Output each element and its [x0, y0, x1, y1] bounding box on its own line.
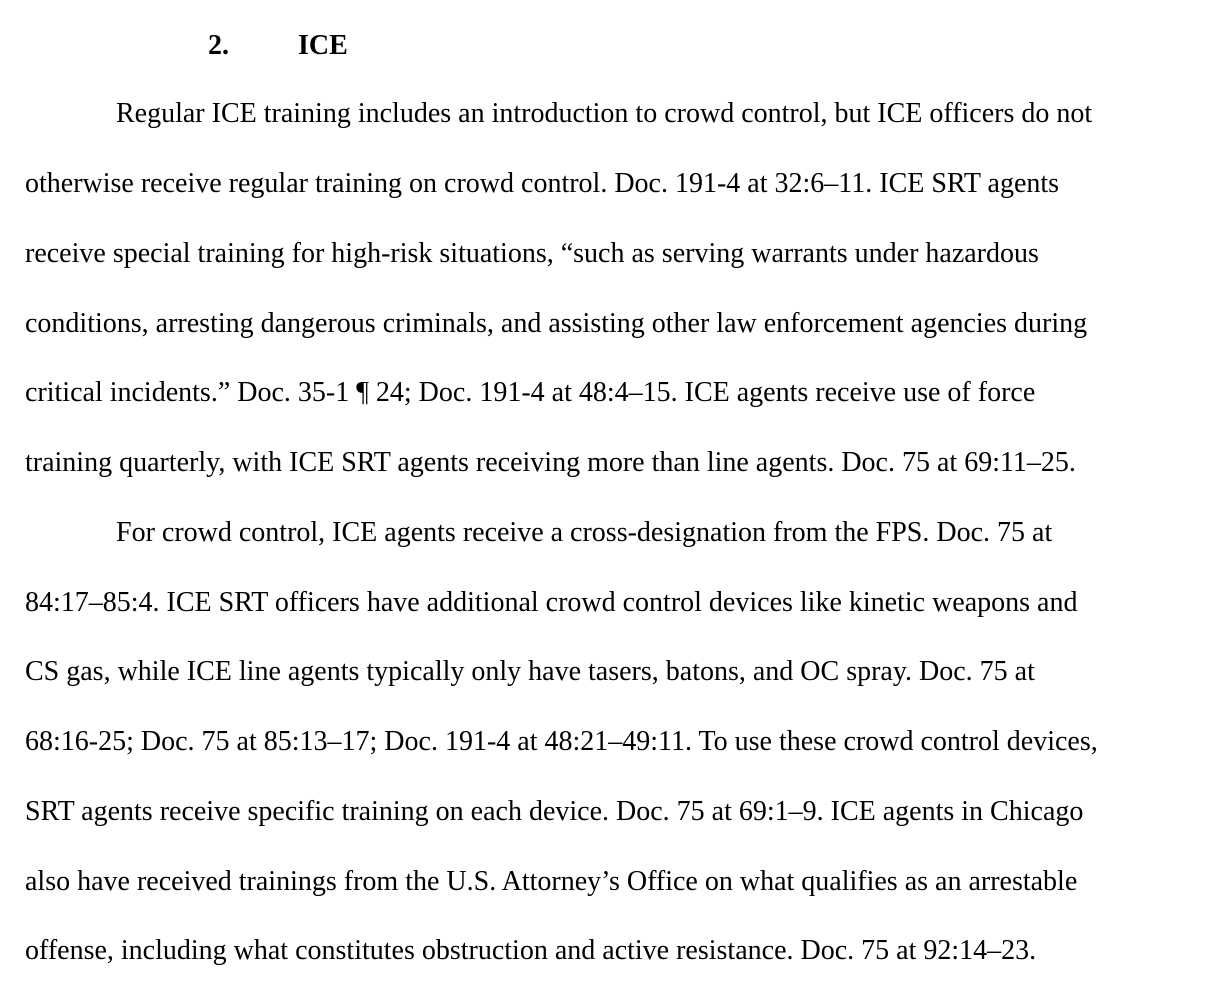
paragraph-line: also have received trainings from the U.S. Attorney’s Office on what qualifies as an arrestable	[25, 866, 1078, 897]
paragraph-line: CS gas, while ICE line agents typically only have tasers, batons, and OC spray. Doc. 75 at	[25, 656, 1035, 687]
paragraph-line: training quarterly, with ICE SRT agents receiving more than line agents. Doc. 75 at 69:11–25.	[25, 447, 1076, 478]
paragraph-line: offense, including what constitutes obstruction and active resistance. Doc. 75 at 92:14–23.	[25, 935, 1037, 966]
section-heading	[208, 26, 348, 66]
paragraph-line: otherwise receive regular training on crowd control. Doc. 191-4 at 32:6–11. ICE SRT agents	[25, 168, 1060, 199]
section-number: 2.	[208, 30, 229, 61]
paragraph-line: SRT agents receive specific training on each device. Doc. 75 at 69:1–9. ICE agents in Chicago	[25, 796, 1084, 827]
paragraph-line: For crowd control, ICE agents receive a cross-designation from the FPS. Doc. 75 at	[116, 517, 1053, 548]
paragraph-line: conditions, arresting dangerous criminals, and assisting other law enforcement agencies during	[25, 308, 1088, 339]
paragraph-line: Regular ICE training includes an introduction to crowd control, but ICE officers do not	[116, 98, 1093, 129]
section-title: ICE	[298, 30, 348, 61]
paragraph-line: 84:17–85:4. ICE SRT officers have additional crowd control devices like kinetic weapons and	[25, 587, 1078, 618]
paragraph-line: 68:16-25; Doc. 75 at 85:13–17; Doc. 191-4 at 48:21–49:11. To use these crowd control devices,	[25, 726, 1098, 757]
paragraph-line: critical incidents.” Doc. 35-1 ¶ 24; Doc. 191-4 at 48:4–15. ICE agents receive use of force	[25, 377, 1036, 408]
paragraph-line: receive special training for high-risk situations, “such as serving warrants under hazardous	[25, 238, 1039, 269]
